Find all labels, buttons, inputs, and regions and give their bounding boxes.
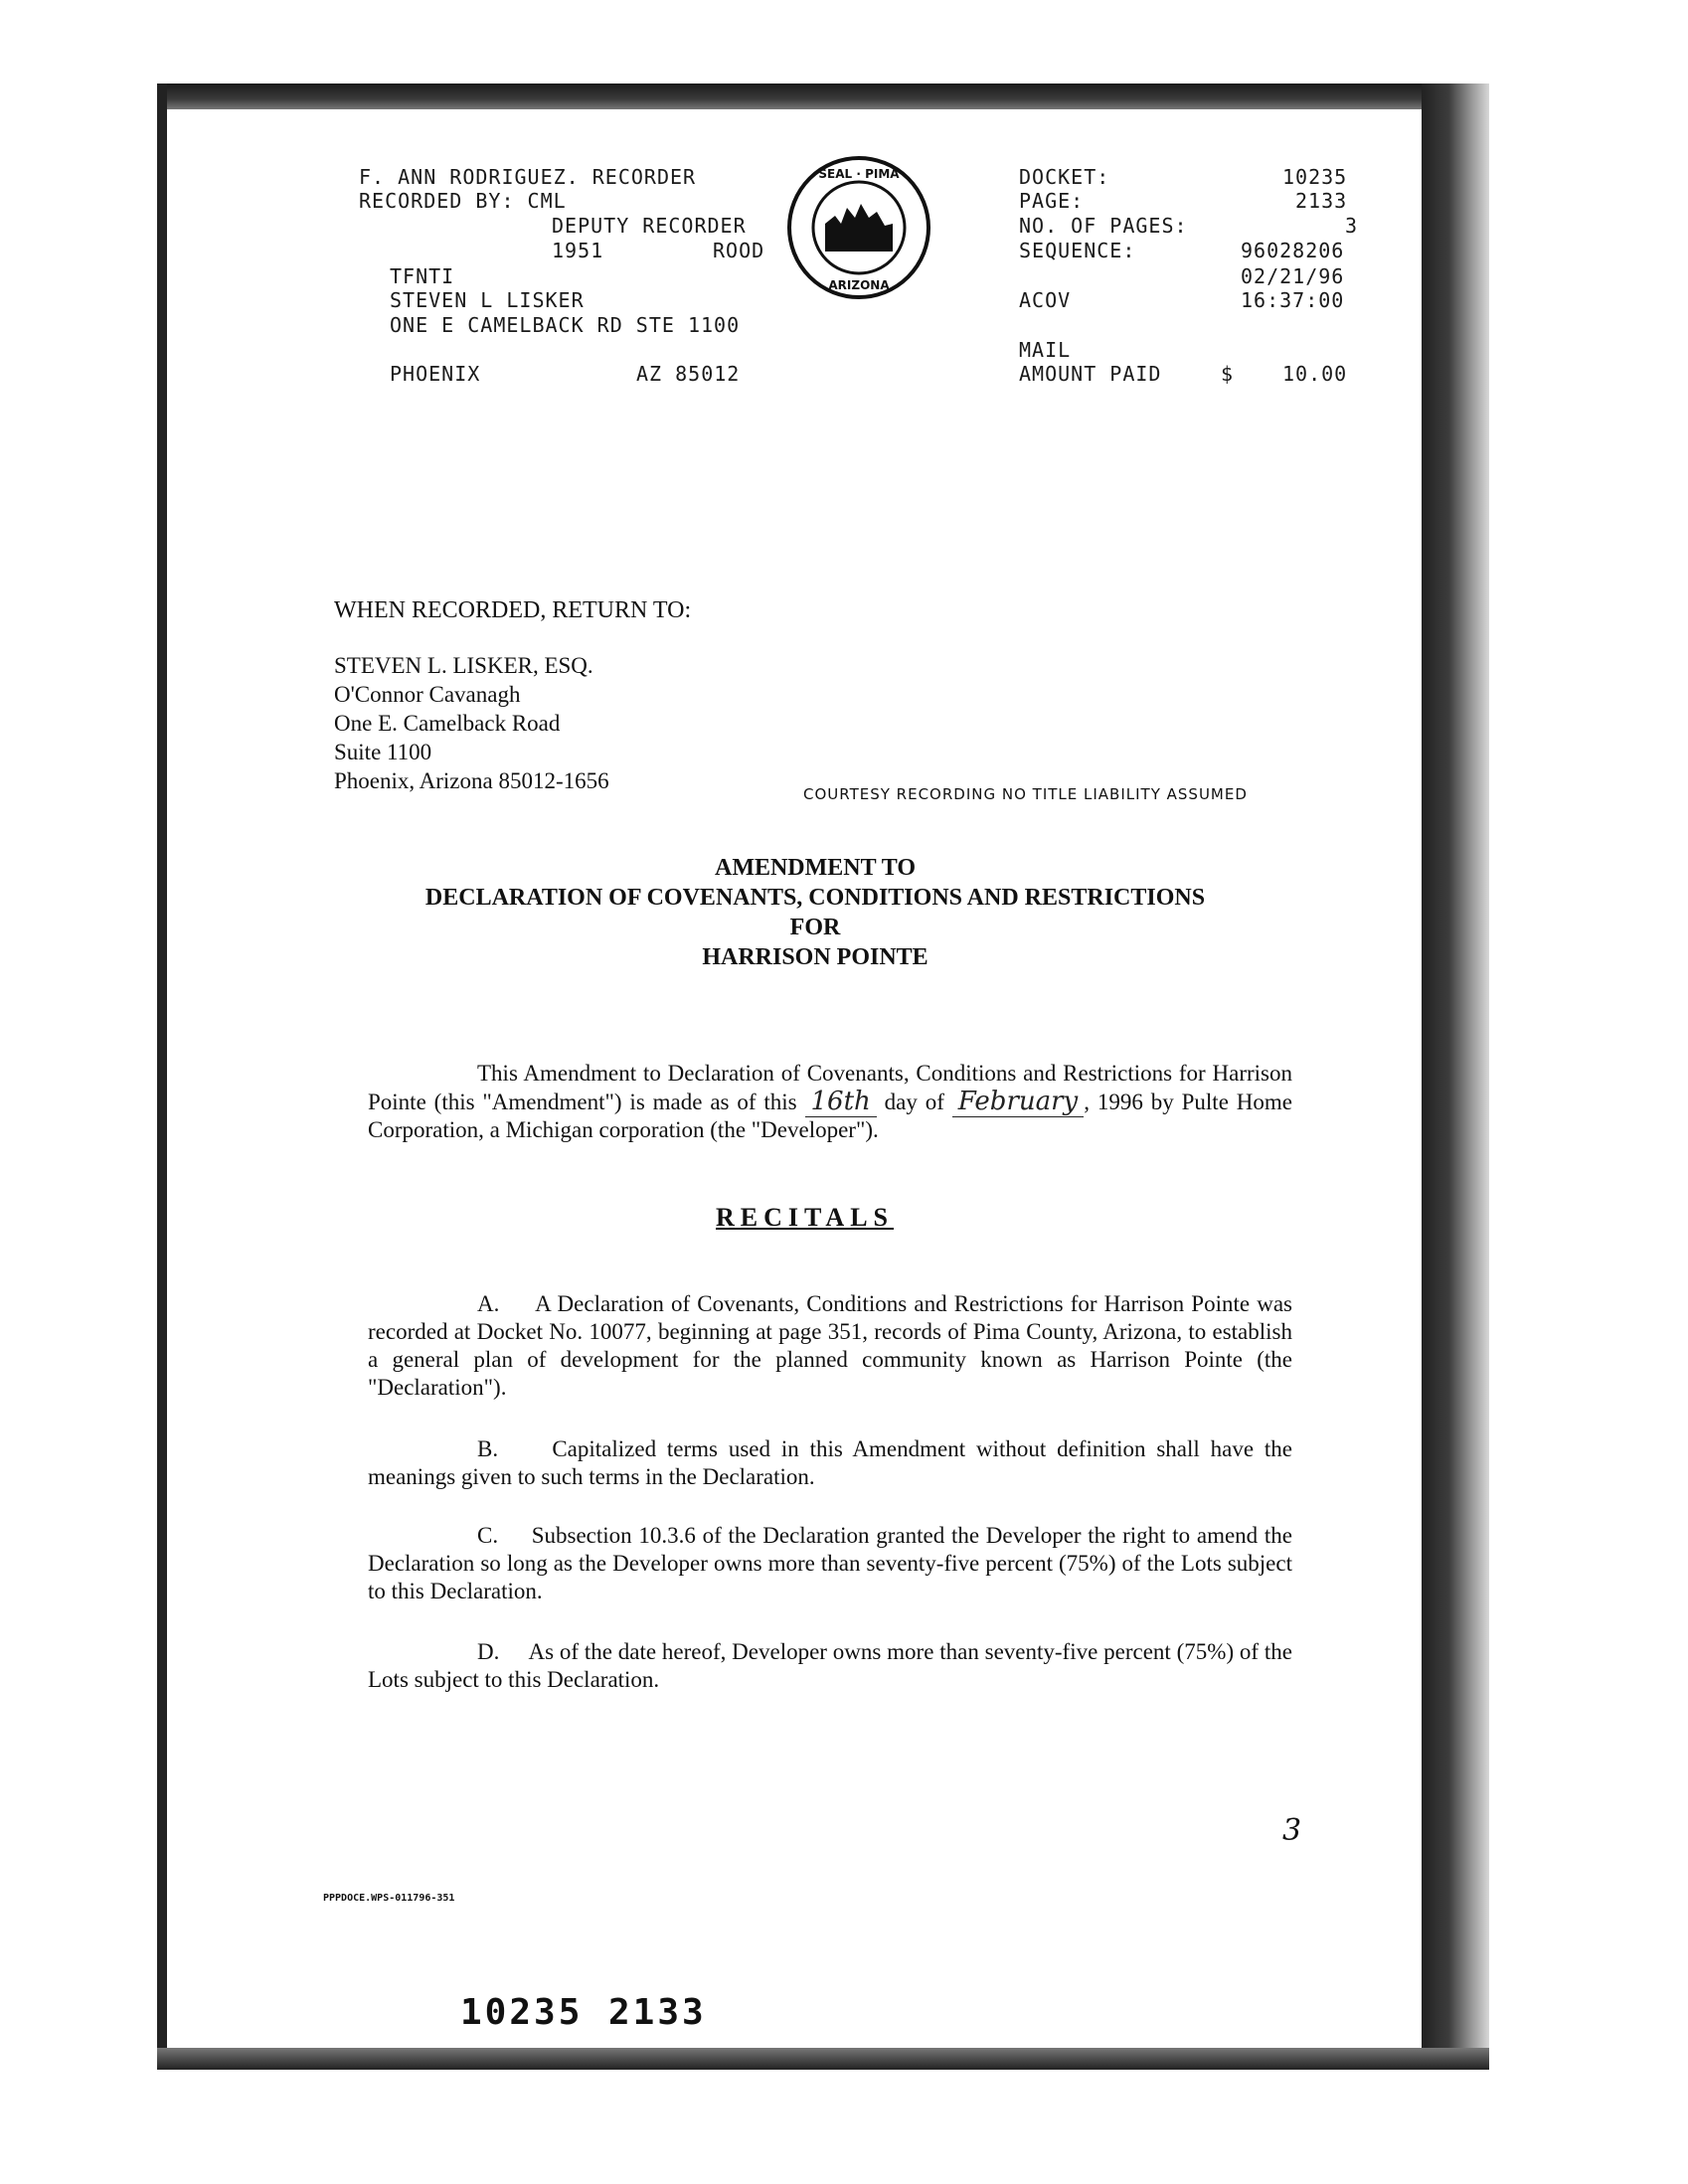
recital-letter: A. [477,1291,500,1316]
sequence-value: 96028206 [1241,239,1345,262]
recital-a [368,1290,1292,1402]
title-line-1: AMENDMENT TO [714,855,917,881]
code-line: TFNTI [390,264,455,288]
return-city: Phoenix, Arizona 85012-1656 [334,768,609,793]
recital-text: A Declaration of Covenants, Conditions and Restrictions for Harrison Pointe was recorded at Docket No. 10077, beginning at page 351, records of Pima County, Arizona, to establish a general plan of development for the planned community known as Harrison Pointe (the "Declaration"). [368,1291,1292,1400]
return-suite: Suite 1100 [334,740,432,764]
filer-city: PHOENIX [390,362,481,386]
num-pages-value: 3 [1345,214,1359,238]
scan-border-left [157,84,167,2070]
amount-value: 10.00 [1282,362,1348,386]
handwritten-month: February [952,1087,1084,1117]
deputy-recorder: DEPUTY RECORDER [552,214,747,238]
recital-text: As of the date hereof, Developer owns more than seventy-five percent (75%) of the Lots subject to this Declaration. [368,1639,1292,1692]
return-to-heading: WHEN RECORDED, RETURN TO: [334,597,692,623]
scan-border-bottom [157,2048,1489,2070]
recital-letter: B. [477,1436,499,1461]
scan-border-right [1422,84,1489,2070]
title-line-2: DECLARATION OF COVENANTS, CONDITIONS AND RESTRICTIONS [424,885,1206,911]
page-label: PAGE: [1019,189,1085,213]
mail-label: MAIL [1019,338,1072,362]
intro-text-1: This Amendment to Declaration of Covenants, Conditions and Restrictions for Harrison Pointe (this "Amendment") is made as of this [368,1061,1292,1114]
handwritten-page-mark: 3 [1282,1813,1302,1848]
file-code: PPPDOCE.WPS-011796-351 [323,1893,455,1904]
num-pages-label: NO. OF PAGES: [1019,214,1188,238]
amount-label: AMOUNT PAID [1019,362,1162,386]
scan-border-top [157,84,1489,109]
recital-d [368,1638,1292,1694]
intro-text-2: day of [884,1090,944,1114]
recital-letter: C. [477,1523,499,1548]
recorded-by: RECORDED BY: CML [359,189,567,213]
docket-value: 10235 [1282,165,1348,189]
title-line-3: FOR [789,915,841,940]
footer-page: 2133 [608,1992,707,2033]
record-date: 02/21/96 [1241,264,1345,288]
amount-currency: $ [1221,362,1235,386]
recital-text: Subsection 10.3.6 of the Declaration granted the Developer the right to amend the Declaration so long as the Developer owns more than seventy-five percent (75%) of the Lots subject to this Declaration. [368,1523,1293,1603]
footer-docket: 10235 [460,1992,584,2033]
intro-paragraph: This Amendment to Declaration of Covenants, Conditions and Restrictions for Harrison Pointe (this "Amendment") is made as of this 16th day of February , 1996 by Pulte Home Corporation, a Michigan corporation (the "Developer"). [368,1061,1292,1142]
page-value: 2133 [1295,189,1348,213]
return-name: STEVEN L. LISKER, ESQ. [334,653,593,678]
deputy-number: 1951 [552,239,604,262]
county-seal-icon [785,154,932,301]
recital-c [368,1522,1292,1605]
deputy-name: ROOD [713,239,765,262]
intro-text-3: 1996 by Pulte Home Corporation, a Michigan corporation (the "Developer"). [368,1090,1292,1142]
svg-text:ARIZONA: ARIZONA [828,278,890,292]
acov-label: ACOV [1019,288,1072,312]
handwritten-day: 16th [805,1087,877,1117]
recital-text: Capitalized terms used in this Amendment without definition shall have the meanings given to such terms in the Declaration. [368,1436,1292,1489]
filer-state-zip: AZ 85012 [636,362,741,386]
return-firm: O'Connor Cavanagh [334,682,521,707]
recital-letter: D. [477,1639,500,1664]
courtesy-recording-stamp: COURTESY RECORDING NO TITLE LIABILITY ASSUMED [803,785,1248,803]
filer-name: STEVEN L LISKER [390,288,585,312]
filer-address: ONE E CAMELBACK RD STE 1100 [390,313,741,337]
sequence-label: SEQUENCE: [1019,239,1136,262]
recorder-name: F. ANN RODRIGUEZ. RECORDER [359,165,697,189]
title-line-4: HARRISON POINTE [702,944,928,970]
recitals-heading: RECITALS [716,1203,895,1232]
record-time: 16:37:00 [1241,288,1345,312]
recital-b [368,1435,1292,1491]
svg-text:SEAL · PIMA: SEAL · PIMA [818,167,900,181]
docket-label: DOCKET: [1019,165,1110,189]
return-street: One E. Camelback Road [334,711,561,736]
